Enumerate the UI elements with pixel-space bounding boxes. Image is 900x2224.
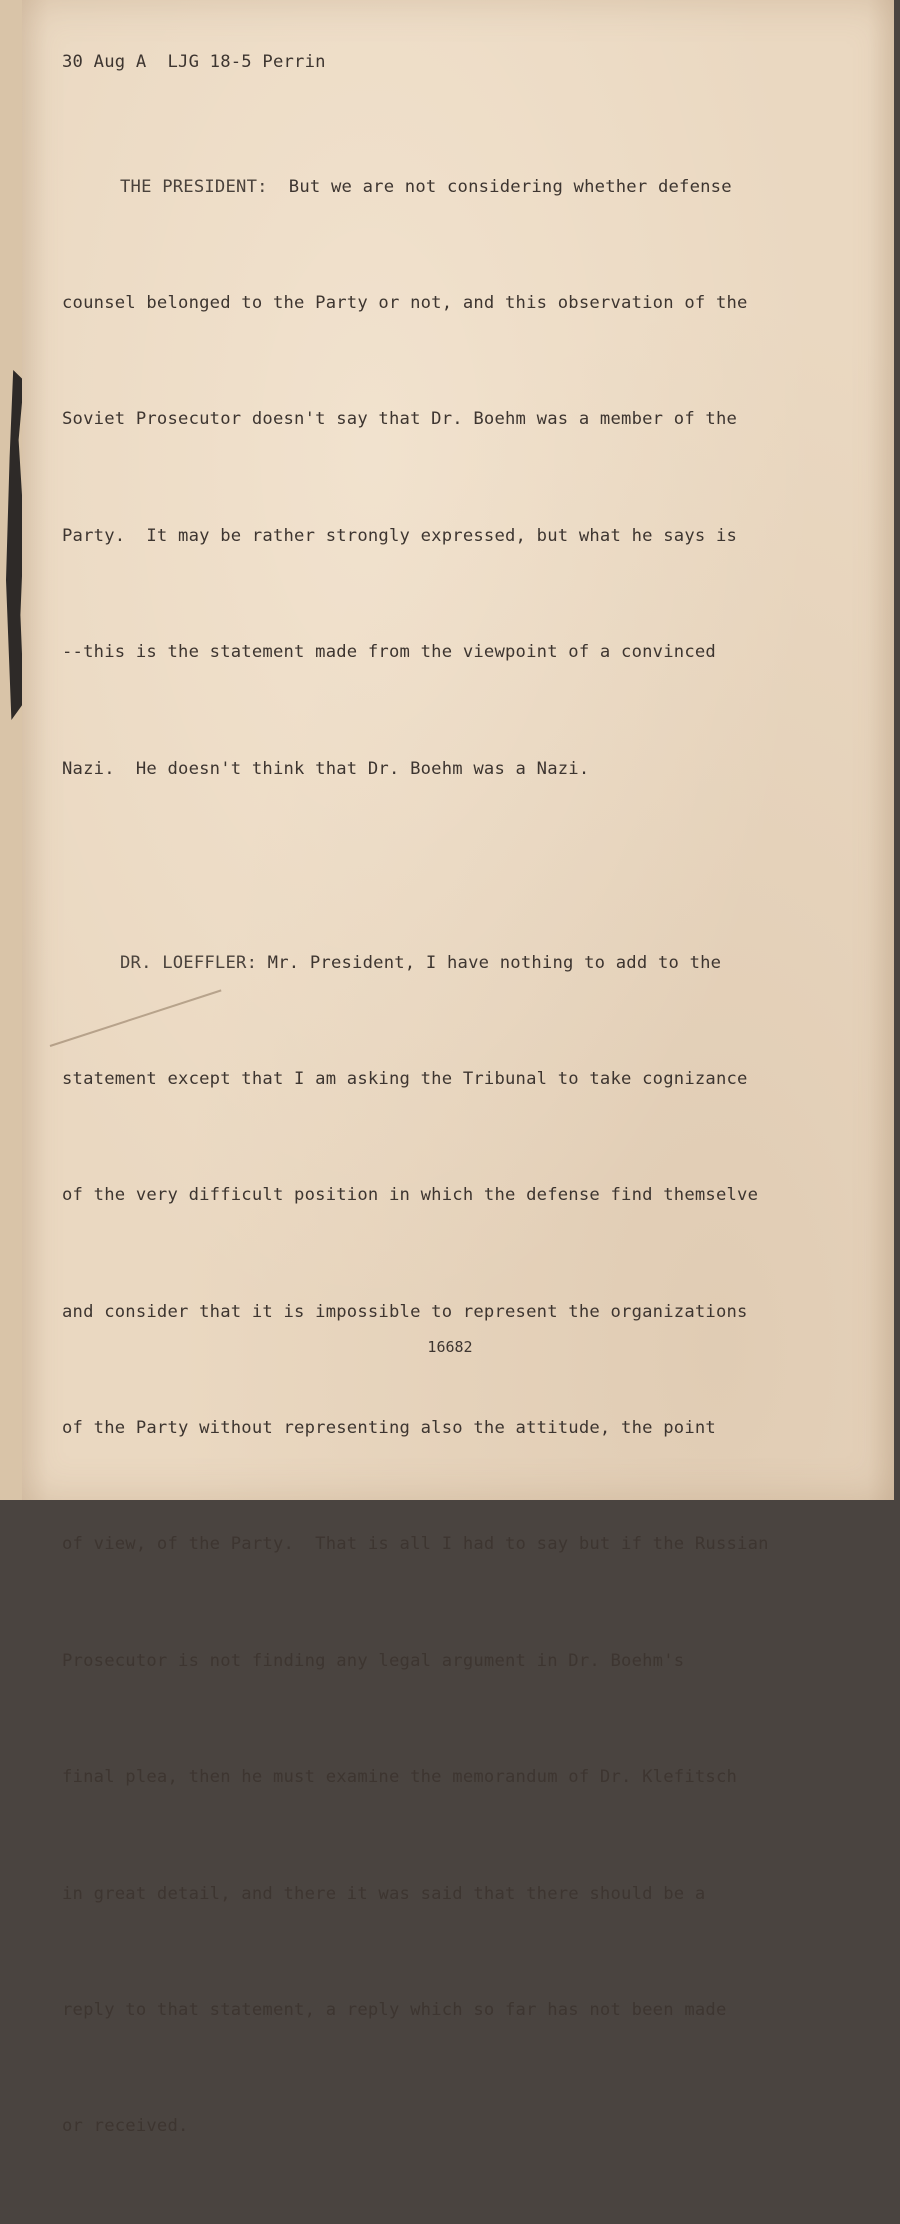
paragraph-line: and consider that it is impossible to represent the organizations	[62, 1301, 748, 1322]
page-header: 30 Aug A LJG 18-5 Perrin	[62, 52, 326, 72]
paragraph-line: in great detail, and there it was said that there should be a	[62, 1883, 706, 1904]
paragraph-line: final plea, then he must examine the memorandum of Dr. Klefitsch	[62, 1767, 738, 1788]
paragraph-line: THE PRESIDENT: But we are not considering whether defense	[120, 176, 732, 197]
speaker-label: DR. LOEFFLER:	[120, 952, 258, 973]
paragraph-line: of the very difficult position in which the defense find themselve	[62, 1185, 759, 1206]
paragraph-line: of view, of the Party. That is all I had to say but if the Russian	[62, 1534, 769, 1555]
paragraph-line: of the Party without representing also the attitude, the point	[62, 1418, 716, 1439]
paragraph-line: Soviet Prosecutor doesn't say that Dr. Boehm was a member of the	[62, 409, 738, 430]
paragraph-line: Party. It may be rather strongly expressed, but what he says is	[62, 525, 738, 546]
page-number: 16682	[427, 1338, 473, 1356]
paragraph-line: --this is the statement made from the viewpoint of a convinced	[62, 642, 716, 663]
paragraph-line: statement except that I am asking the Tribunal to take cognizance	[62, 1068, 748, 1089]
paragraph-line: reply to that statement, a reply which so far has not been made	[62, 2000, 727, 2021]
paragraph-line: Nazi. He doesn't think that Dr. Boehm was a Nazi.	[62, 758, 590, 779]
paragraph-line: or received.	[62, 2116, 189, 2137]
paragraph-president	[62, 90, 852, 866]
transcript-body	[62, 52, 852, 2224]
paragraph-line: DR. LOEFFLER: Mr. President, I have nothing to add to the	[120, 952, 722, 973]
paragraph-line: Prosecutor is not finding any legal argument in Dr. Boehm's	[62, 1650, 685, 1671]
paragraph-loeffler	[62, 866, 852, 2224]
paragraph-line: counsel belonged to the Party or not, and this observation of the	[62, 292, 748, 313]
speaker-label: THE PRESIDENT:	[120, 176, 268, 197]
